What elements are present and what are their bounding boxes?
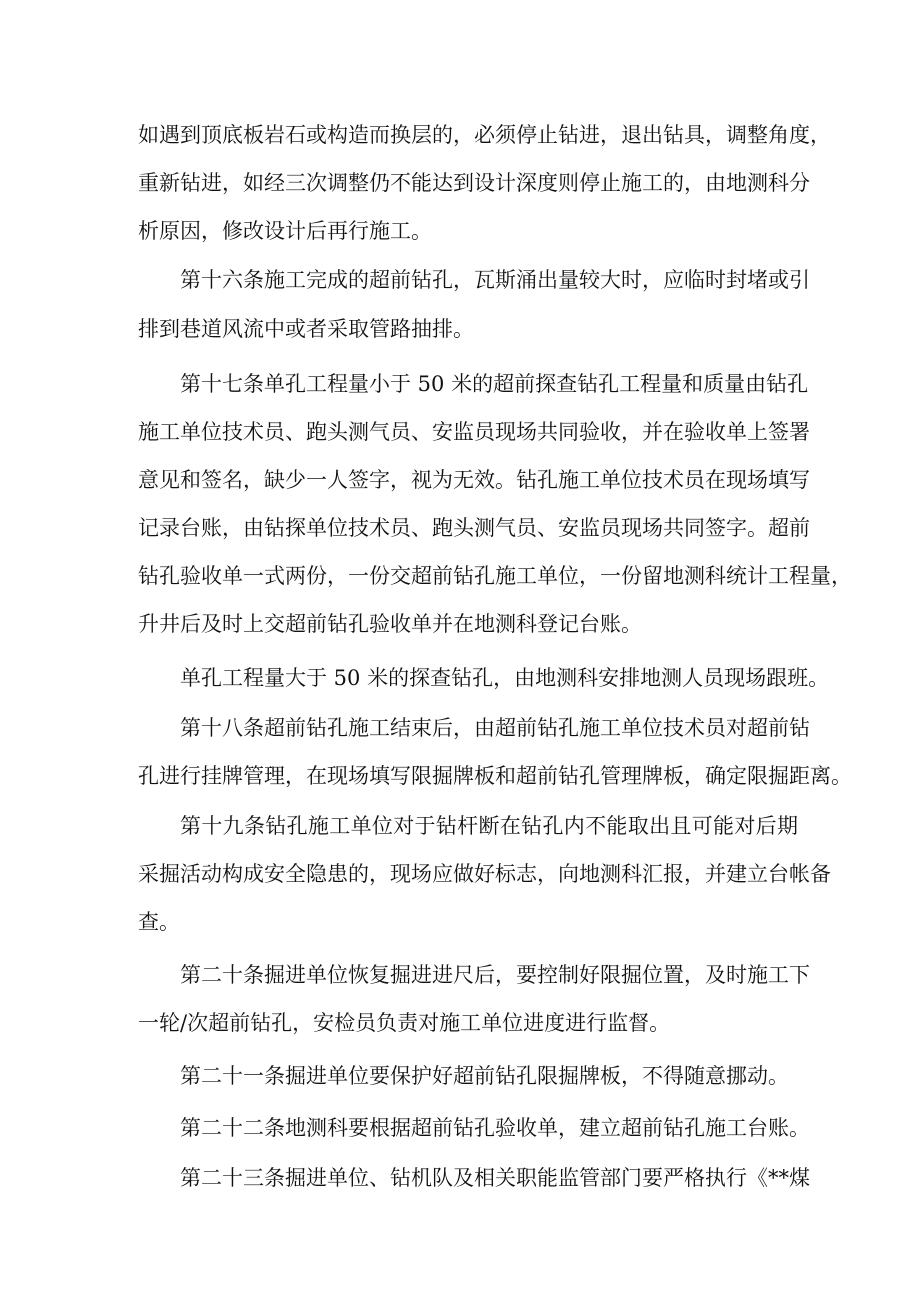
text-line-3: 析原因，修改设计后再行施工。 [138, 219, 432, 243]
text-line-13: 第十八条超前钻孔施工结束后，由超前钻孔施工单位技术员对超前钻 [180, 716, 810, 740]
text-line-10: 钻孔验收单一式两份，一份交超前钻孔施工单位，一份留地测科统计工程量， [138, 564, 852, 588]
text-line-16: 采掘活动构成安全隐患的，现场应做好标志，向地测科汇报，并建立台帐备 [138, 862, 831, 886]
text-line-5: 排到巷道风流中或者采取管路抽排。 [138, 317, 474, 341]
text-line-15: 第十九条钻孔施工单位对于钻杆断在钻孔内不能取出且可能对后期 [180, 814, 798, 838]
text-line-4: 第十六条施工完成的超前钻孔，瓦斯涌出量较大时，应临时封堵或引 [180, 268, 810, 292]
text-line-7: 施工单位技术员、跑头测气员、安监员现场共同验收，并在验收单上签署 [138, 420, 810, 444]
text-line-6: 第十七条单孔工程量小于 50 米的超前探查钻孔工程量和质量由钻孔 [180, 372, 809, 396]
text-line-8: 意见和签名，缺少一人签字，视为无效。钻孔施工单位技术员在现场填写 [138, 468, 810, 492]
text-line-21: 第二十二条地测科要根据超前钻孔验收单，建立超前钻孔施工台账。 [180, 1116, 810, 1140]
text-line-17: 查。 [138, 910, 180, 934]
text-line-1: 如遇到顶底板岩石或构造而换层的，必须停止钻进，退出钻具，调整角度， [138, 123, 831, 147]
text-line-14: 孔进行挂牌管理，在现场填写限掘牌板和超前钻孔管理牌板，确定限掘距离。 [138, 764, 852, 788]
text-line-20: 第二十一条掘进单位要保护好超前钻孔限掘牌板，不得随意挪动。 [180, 1064, 789, 1088]
text-line-22: 第二十三条掘进单位、钻机队及相关职能监管部门要严格执行《**煤 [180, 1166, 810, 1190]
text-line-9: 记录台账，由钻探单位技术员、跑头测气员、安监员现场共同签字。超前 [138, 516, 810, 540]
text-line-12: 单孔工程量大于 50 米的探查钻孔，由地测科安排地测人员现场跟班。 [180, 666, 830, 690]
text-line-19: 一轮/次超前钻孔，安检员负责对施工单位进度进行监督。 [138, 1011, 671, 1035]
text-line-11: 升井后及时上交超前钻孔验收单并在地测科登记台账。 [138, 612, 642, 636]
text-line-2: 重新钻进，如经三次调整仍不能达到设计深度则停止施工的，由地测科分 [138, 171, 810, 195]
text-line-18: 第二十条掘进单位恢复掘进进尺后，要控制好限掘位置，及时施工下 [180, 963, 810, 987]
